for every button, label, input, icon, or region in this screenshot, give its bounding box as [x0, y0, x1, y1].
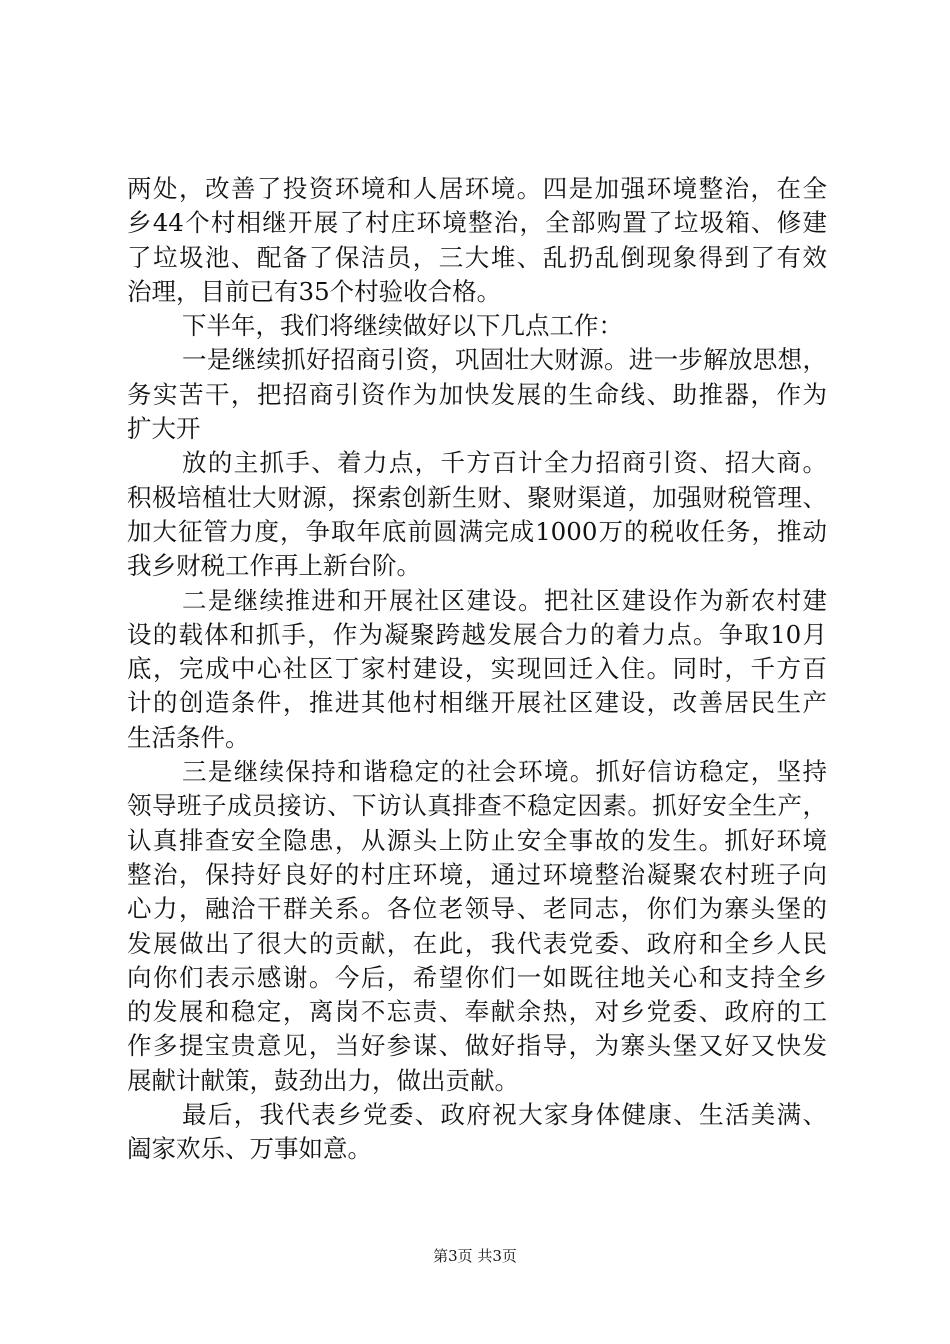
text-line: 治理，目前已有35个村验收合格。 — [127, 276, 502, 306]
text-line: 阖家欢乐、万事如意。 — [127, 1134, 372, 1164]
text-line: 积极培植壮大财源，探索创新生财、聚财渠道，加强财税管理、 — [127, 482, 827, 512]
text-line: 三是继续保持和谐稳定的社会环境。抓好信访稳定，坚持 — [182, 757, 827, 787]
text-line: 乡44个村相继开展了村庄环境整治，全部购置了垃圾箱、修建 — [127, 208, 827, 238]
text-line: 的发展和稳定，离岗不忘责、奉献余热，对乡党委、政府的工 — [127, 997, 827, 1027]
text-line: 最后，我代表乡党委、政府祝大家身体健康、生活美满、 — [182, 1100, 827, 1130]
text-line: 两处，改善了投资环境和人居环境。四是加强环境整治，在全 — [127, 174, 827, 203]
text-line: 务实苦干，把招商引资作为加快发展的生命线、助推器，作为 — [127, 379, 827, 409]
text-line: 设的载体和抓手，作为凝聚跨越发展合力的着力点。争取10月 — [127, 619, 827, 649]
text-line: 扩大开 — [127, 414, 201, 444]
text-line: 生活条件。 — [127, 722, 250, 752]
text-line: 二是继续推进和开展社区建设。把社区建设作为新农村建 — [182, 585, 827, 615]
text-line: 向你们表示感谢。今后，希望你们一如既往地关心和支持全乡 — [127, 962, 827, 992]
text-line: 认真排查安全隐患，从源头上防止安全事故的发生。抓好环境 — [127, 825, 827, 855]
text-line: 底，完成中心社区丁家村建设，实现回迁入住。同时，千方百 — [127, 654, 827, 684]
text-line: 加大征管力度，争取年底前圆满完成1000万的税收任务，推动 — [127, 516, 827, 546]
body-text — [127, 172, 827, 1167]
text-line: 展献计献策，鼓劲出力，做出贡献。 — [127, 1065, 519, 1095]
text-line: 我乡财税工作再上新台阶。 — [127, 551, 421, 581]
text-line: 发展做出了很大的贡献，在此，我代表党委、政府和全乡人民 — [127, 928, 827, 958]
text-line: 下半年，我们将继续做好以下几点工作： — [182, 311, 623, 341]
page-footer: 第3页 共3页 — [433, 1247, 517, 1265]
text-line: 心力，融洽干群关系。各位老领导、老同志，你们为寨头堡的 — [127, 894, 827, 924]
text-line: 作多提宝贵意见，当好参谋、做好指导，为寨头堡又好又快发 — [127, 1031, 827, 1061]
text-line: 领导班子成员接访、下访认真排查不稳定因素。抓好安全生产， — [127, 791, 827, 821]
text-line: 整治，保持好良好的村庄环境，通过环境整治凝聚农村班子向 — [127, 859, 827, 889]
text-line: 了垃圾池、配备了保洁员，三大堆、乱扔乱倒现象得到了有效 — [127, 242, 827, 272]
text-line: 一是继续抓好招商引资，巩固壮大财源。进一步解放思想， — [182, 345, 827, 375]
text-line: 放的主抓手、着力点，千方百计全力招商引资、招大商。 — [182, 448, 827, 478]
text-line: 计的创造条件，推进其他村相继开展社区建设，改善居民生产 — [127, 688, 827, 718]
